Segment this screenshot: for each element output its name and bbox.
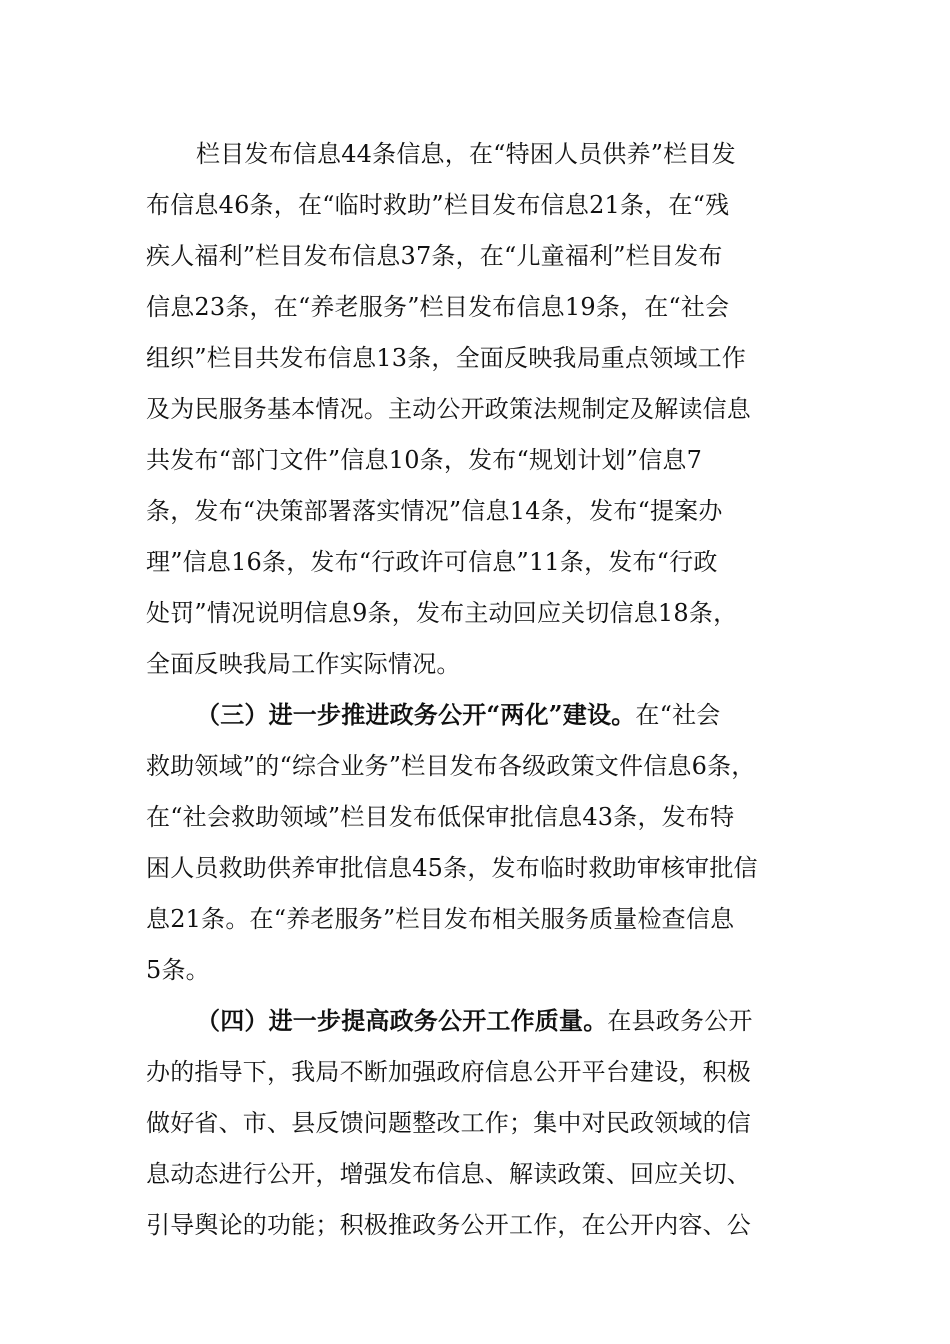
paragraph-line: 息21条。在“养老服务”栏目发布相关服务质量检查信息: [146, 905, 735, 933]
section-3-first-line: [196, 698, 886, 732]
paragraph-line: 疾人福利”栏目发布信息37条，在“儿童福利”栏目发布: [146, 242, 723, 270]
paragraph-line: 救助领域”的“综合业务”栏目发布各级政策文件信息6条，: [146, 752, 756, 780]
section-3-text: 在“社会: [635, 701, 721, 729]
paragraph-line: 信息23条，在“养老服务”栏目发布信息19条，在“社会: [146, 293, 730, 321]
paragraph-line: 条，发布“决策部署落实情况”信息14条，发布“提案办: [146, 497, 723, 525]
section-4-first-line: [196, 1004, 886, 1038]
paragraph-line: 布信息46条，在“临时救助”栏目发布信息21条，在“残: [146, 191, 730, 219]
section-4-text: 在县政务公开: [607, 1007, 753, 1035]
paragraph-line: 及为民服务基本情况。主动公开政策法规制定及解读信息: [146, 395, 751, 423]
paragraph-line: 处罚”情况说明信息9条，发布主动回应关切信息18条，: [146, 599, 738, 627]
paragraph-line: 栏目发布信息44条信息，在“特困人员供养”栏目发: [196, 140, 736, 168]
paragraph-line: 共发布“部门文件”信息10条，发布“规划计划”信息7: [146, 446, 703, 474]
paragraph-line: 息动态进行公开，增强发布信息、解读政策、回应关切、: [146, 1160, 751, 1188]
paragraph-line: 5条。: [146, 956, 210, 984]
section-4-heading: （四）进一步提高政务公开工作质量。: [196, 1006, 608, 1035]
paragraph-line: 办的指导下，我局不断加强政府信息公开平台建设，积极: [146, 1058, 751, 1086]
paragraph-line: 组织”栏目共发布信息13条，全面反映我局重点领域工作: [146, 344, 747, 372]
paragraph-line: 在“社会救助领域”栏目发布低保审批信息43条，发布特: [146, 803, 735, 831]
section-3-heading: （三）进一步推进政务公开“两化”建设。: [196, 700, 636, 729]
paragraph-line: 引导舆论的功能；积极推政务公开工作，在公开内容、公: [146, 1211, 751, 1239]
paragraph-line: 理”信息16条，发布“行政许可信息”11条，发布“行政: [146, 548, 718, 576]
paragraph-line: 困人员救助供养审批信息45条，发布临时救助审核审批信: [146, 854, 758, 882]
paragraph-line: 做好省、市、县反馈问题整改工作；集中对民政领域的信: [146, 1109, 751, 1137]
paragraph-line: 全面反映我局工作实际情况。: [146, 650, 461, 678]
